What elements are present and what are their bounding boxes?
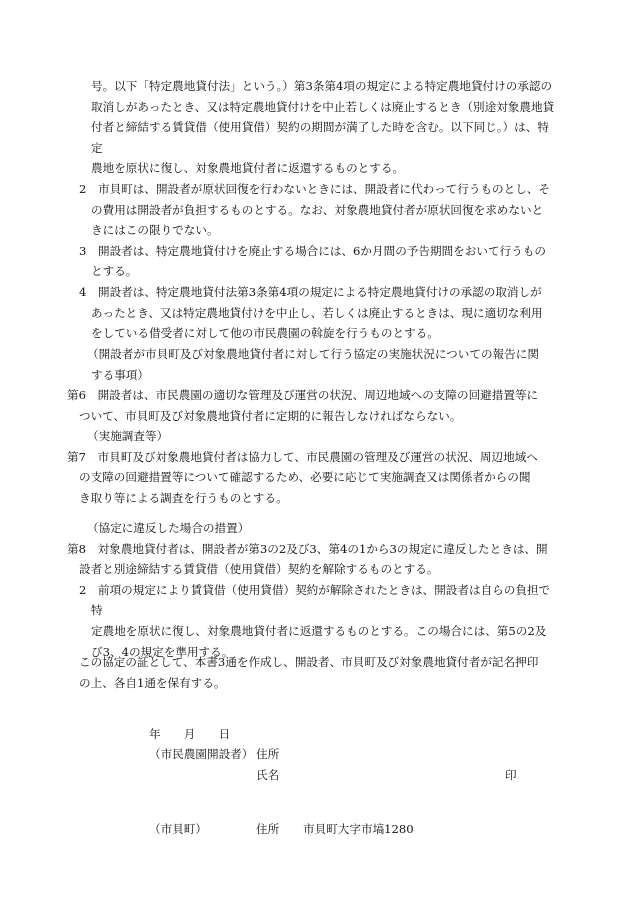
closing-text: この協定の証として、本書3通を作成し、開設者、市貝町及び対象農地貸付者が記名押印 の上、各自1通を保有する。 [79,655,539,690]
article-8-paragraph-2: 2 前項の規定により賃貸借（使用貸借）契約が解除されたときは、開設者は自らの負担で特 定農地を原状に復し、対象農地貸付者に返還するものとする。この場合には、第5の2及 び3、4の規定を準用する。 [79,582,551,659]
paragraph-5-4: 4 開設者は、特定農地貸付法第3条第4項の規定による特定農地貸付けの承認の取消しが あったとき、又は特定農地貸付けを中止し、若しくは廃止するときは、現に適切な利用 をしている借受者に対して他の市民農園の斡旋を行うものとする。 [79,284,543,341]
article-8 [67,518,557,662]
town-address-label: 住所 [256,822,280,836]
town-address: 市貝町大字市塙1280 [303,822,414,836]
article-6-heading: （開設者が市貝町及び対象農地貸付者に対して行う協定の実施状況についての報告に関 する事項） [87,347,539,382]
paragraph-5-1-continued: 号。以下「特定農地貸付法」という。）第3条第4項の規定による特定農地貸付けの承認の 取消しがあったとき、又は特定農地貸付けを中止若しくは廃止するとき（別途対象農地貸 付者と締結する賃貸借（使用貸借）契約の期間が満了した時を含む。以下同じ。）は、特定 農地を原状に復し、対象農地貸付者に返還するものとする。 [91,79,555,176]
paragraph-5-3: 3 開設者は、特定農地貸付けを廃止する場合には、6か月間の予告期間をおいて行うもの とする。 [79,243,546,279]
article-6 [67,344,557,426]
article-8-heading: （協定に違反した場合の措置） [87,521,250,535]
article-7-heading: （実施調査等） [87,429,169,443]
signature-date: 年 月 日 [149,727,231,741]
seal-mark: 印 [505,768,517,782]
opener-name-label: 氏名 [256,768,280,782]
paragraph-5-2: 2 市貝町は、開設者が原状回復を行わないときには、開設者に代わって行うものとし、そ の費用は開設者が負担するものとする。なお、対象農地貸付者が原状回復を求めないと きにはこの限りでない。 [79,181,551,238]
article-7 [67,426,557,508]
article-8-text: 第8 対象農地貸付者は、開設者が第3の2及び3、第4の1から3の規定に違反したときは、開 設者と別途締結する賃貸借（使用貸借）契約を解除するものとする。 [67,541,548,577]
closing-statement [79,652,557,693]
article-7-text: 第7 市貝町及び対象農地貸付者は協力して、市民農園の管理及び運営の状況、周辺地域へ の支障の回避措置等について確認するため、必要に応じて実施調査又は関係者からの聞 き取り等による調査を行うものとする。 [67,449,538,505]
opener-label: （市民農園開設者） [149,747,254,761]
article-6-text: 第6 開設者は、市民農園の適切な管理及び運営の状況、周辺地域への支障の回避措置等に ついて、市貝町及び対象農地貸付者に定期的に報告しなければならない。 [67,388,539,423]
opener-address-label: 住所 [256,747,280,761]
provision-5-continuation [79,76,557,344]
town-label: （市貝町） [149,822,207,836]
